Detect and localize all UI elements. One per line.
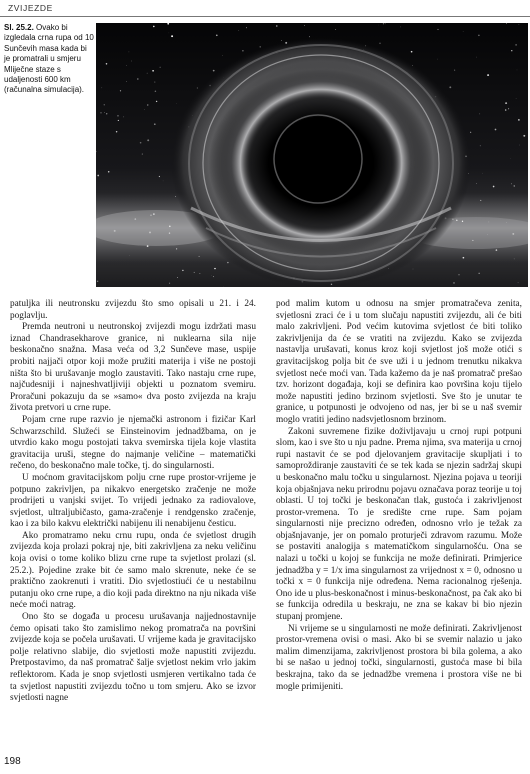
star	[453, 282, 455, 284]
star	[102, 88, 103, 89]
star	[169, 232, 170, 233]
star	[114, 230, 116, 232]
star	[97, 281, 98, 282]
star	[129, 255, 130, 256]
star	[147, 139, 149, 141]
star	[159, 176, 160, 177]
star	[276, 25, 277, 26]
star	[176, 248, 177, 249]
star	[458, 274, 459, 275]
star	[476, 183, 477, 184]
star	[154, 82, 155, 83]
star	[511, 50, 512, 51]
star	[177, 277, 178, 278]
star	[163, 181, 164, 182]
star	[479, 114, 480, 115]
figure-image	[96, 23, 528, 287]
star	[246, 27, 247, 28]
star	[506, 222, 507, 223]
star	[514, 185, 515, 186]
paragraph: U moćnom gravitacijskom polju crne rupe prostor-vrijeme je potpuno zakrivljen, pa nikakvo energetsko zračenje ne može prodrijeti u vanjski svijet. To vrijedi jednako za radiovalove, svjetlost, ultraljubičasto, gama-zračenje i rendgensko zračenje, kao i za bilo kakvu električki nabijenu ili nenabijenu česticu.	[10, 472, 256, 530]
star	[514, 259, 515, 260]
star	[216, 34, 218, 36]
star	[169, 33, 170, 34]
star	[156, 101, 157, 102]
star	[479, 273, 480, 274]
paragraph: Zakoni suvremene fizike doživljavaju u crnoj rupi potpuni slom, kao i sve što u nju padne. Prema njima, sva materija u crnoj rupi nastavit će se pod djelovanjem gravitacije skupljati i to samoproždiranje zaustaviti će se tek kada se njezin sadržaj skupi u beskonačno malu točku u singularnost. Njezina pojava u teoriji koja objašnjava neku prirodnu pojavu označava poraz teorije u toj oblasti. U toj točki je beskonačan tlak, gustoća i zakrivljenost prostor-vremena. To je središte crne rupe. Sam pojam singularnosti nije precizno određen, odnosno vrlo je težak za objašnjavanje, jer on pomalo proturječi zdravom razumu. Može se postaviti analogija s matematičkom singularnošću. Ona se nalazi u točki u kojoj se funkcija ne može definirati. Primjerice jednadžba y = 1/x ima singularnost za vrijednost x = 0, odnosno u točki x = 0 funkcija nije određena. Nema racionalnog rješenja. Ono ide u plus-beskonačnost i minus-beskonačnost, pa čak ako bi se funkcija odredila u beskraju, ne zna se kakav bi bio njezin stupanj promjene.	[276, 426, 522, 623]
page-number: 198	[4, 756, 21, 767]
star	[153, 26, 155, 28]
star	[454, 70, 455, 71]
star	[260, 46, 261, 47]
star	[385, 23, 386, 24]
star	[167, 23, 169, 25]
star	[104, 112, 105, 113]
paragraph: patuljka ili neutronsku zvijezdu što smo opisali u 21. i 24. poglavlju.	[10, 299, 256, 321]
star	[472, 240, 473, 241]
star	[222, 55, 223, 56]
star	[149, 231, 151, 233]
star	[197, 88, 198, 89]
star	[400, 27, 401, 28]
star	[493, 186, 495, 188]
star	[153, 213, 154, 214]
star	[523, 135, 525, 137]
star	[147, 104, 148, 105]
star	[160, 67, 161, 68]
star	[462, 221, 463, 222]
star	[194, 272, 195, 273]
star	[199, 256, 200, 257]
star	[147, 245, 149, 247]
star	[171, 35, 173, 37]
star	[519, 24, 520, 25]
star	[118, 120, 119, 121]
star	[213, 276, 214, 277]
star	[144, 109, 145, 110]
star	[131, 61, 132, 62]
star	[487, 74, 489, 76]
black-hole-illustration	[96, 23, 528, 287]
paragraph: Ako promatramo neku crnu rupu, onda će svjetlost drugih zvijezda koja prolazi pokraj nje, biti zakrivljena za neku veličinu koja ovisi o tome koliko blizu crne rupe ta svjetlost prolazi (sl. 25.2.). Pojedine zrake bit će samo malo skrenute, neke će se praktično zaokrenuti i vratiti. Dio svjetlostiući će u nestabilnu putanju oko crne rupe, a dio koji pada direktno na nju nikada više neće moći natrag.	[10, 530, 256, 611]
star	[116, 131, 117, 132]
star	[495, 129, 497, 131]
star	[480, 145, 481, 146]
star	[137, 78, 139, 80]
star	[511, 183, 512, 184]
star	[200, 273, 201, 274]
star	[214, 268, 215, 269]
star	[505, 102, 507, 104]
paragraph: Ni vrijeme se u singularnosti ne može definirati. Zakrivljenost prostor-vremena ovisi o masi. Ako bi se svemir nalazio u jako malim dimenzijama, zakrivljenost prostora bi bila golema, a ako bi se našao u jednoj točki, singularnosti, gustoća mase bi bila beskrajna, tako da se jednadžbe vremena i prostora više ne bi mogle primijeniti.	[276, 623, 522, 692]
star	[142, 154, 143, 155]
star	[487, 234, 488, 235]
star	[129, 52, 130, 53]
star	[335, 29, 336, 30]
figure-caption-text: Ovako bi izgledala crna rupa od 10 Sunčevih masa kada bi je promatrali u smjeru Mliječne staze s udaljenosti 600 km (računalna simulacija).	[4, 23, 94, 95]
star	[104, 104, 105, 105]
star	[155, 90, 157, 92]
star	[516, 98, 517, 99]
star	[508, 108, 509, 109]
star	[118, 115, 119, 116]
star	[309, 36, 310, 37]
section-header: ZVIJEZDE	[8, 3, 53, 13]
star	[505, 109, 507, 111]
star	[227, 262, 228, 263]
star	[449, 86, 451, 88]
star	[106, 113, 107, 114]
star	[126, 81, 127, 82]
figure-caption	[4, 23, 94, 96]
star	[515, 44, 517, 46]
paragraph: Premda neutroni u neutronskoj zvijezdi mogu izdržati masu iznad Chandrasekharove granice, ni nuklearna sila nije beskonačno snažna. Masa veća od 3,2 Sunčeve mase, uspije probiti najjači otpor koji može pružiti materija i više ne postoji ništa što bi urušavanje moglo zaustaviti. Tako nastaju crne rupe, najčudesniji i najneshvatljiviji objekti u poznatom svemiru. Proračuni pokazuju da se »samo« dva posto zvijezda na kraju života pretvori u crne rupe.	[10, 322, 256, 414]
star	[463, 257, 465, 259]
star	[152, 70, 154, 72]
star	[108, 171, 110, 173]
star	[456, 220, 458, 222]
star	[120, 90, 121, 91]
star	[518, 119, 520, 121]
star	[213, 70, 215, 72]
star	[97, 175, 99, 177]
star	[182, 270, 183, 271]
star	[480, 200, 481, 201]
star	[242, 50, 244, 52]
paragraph: Ono što se događa u procesu urušavanja najjednostavnije ćemo opisati tako što zamislimo nekog promatrača na površini zvijezde koja se počela urušavati. U vrijeme kada je gravitacijsko polje relativno slabije, dio svjetlosti može napustiti zvijezdu. Pretpostavimo, da naš promatrač šalje svjetlost nekim vrlo jakim reflektorom. Kada je snop svjetlosti usmjeren vertikalno tada će ta svjetlost napustiti zvijezdu točno u tom smjeru. Ako se izvor svjetlosti nagne	[10, 612, 256, 704]
star	[150, 214, 152, 216]
star	[304, 25, 305, 26]
star	[281, 40, 282, 41]
star	[383, 23, 384, 24]
star	[512, 233, 514, 235]
star	[123, 117, 124, 118]
star	[169, 283, 170, 284]
star	[478, 35, 479, 36]
star	[411, 51, 413, 53]
star	[496, 249, 498, 251]
paragraph: Pojam crne rupe razvio je njemački astronom i fizičar Karl Schwarzschild. Služeći se Einsteinovim jednadžbama, on je utvrdio kako mogu postojati takva svemirska tijela koje vlastita gravitacija uruši, stegne do najmanje veličine – matematički rečeno, do beskonačno male točke, tj. do singularnosti.	[10, 414, 256, 472]
star	[470, 132, 471, 133]
paragraph: pod malim kutom u odnosu na smjer promatračeva zenita, svjetlosni zraci će i u tom slučaju napustiti zvijezdu, ali će biti malo zakrivljeni. Pod većim kutovima svjetlost će biti toliko zakrivljenija da će se vratiti na zvijezdu. Kako se zvijezda nastavlja urušavati, konus kroz koji svjetlost još može otići s gravitacijskog polja bit će sve uži i u jednom trenutku nikakva svjetlost neće moći van. Tada kažemo da je naš promatrač prešao tzv. horizont događaja, koji se definira kao površina koju tijelo može napustiti jedino brzinom svjetlosti. Sve što je unutar te granice, u potpunosti je odvojeno od nas, jer bi se u naš svemir moglo vratiti jedino nadsvjetlosnom brzinom.	[276, 299, 522, 425]
star	[175, 196, 176, 197]
star	[100, 112, 102, 114]
text-column-right	[276, 299, 522, 693]
star	[135, 218, 137, 220]
star	[140, 142, 142, 144]
star	[169, 226, 171, 228]
star	[379, 43, 380, 44]
star	[482, 173, 483, 174]
star	[154, 123, 156, 125]
star	[106, 63, 108, 65]
star	[437, 59, 438, 60]
star	[476, 57, 477, 58]
star	[147, 73, 148, 74]
star	[126, 65, 127, 66]
header-rule	[0, 16, 530, 17]
star	[488, 222, 489, 223]
star	[517, 70, 518, 71]
star	[506, 23, 507, 24]
figure-caption-label: Sl. 25.2.	[4, 23, 34, 32]
star	[518, 282, 519, 283]
star	[437, 29, 438, 30]
text-column-left	[10, 299, 256, 705]
star	[239, 30, 240, 31]
